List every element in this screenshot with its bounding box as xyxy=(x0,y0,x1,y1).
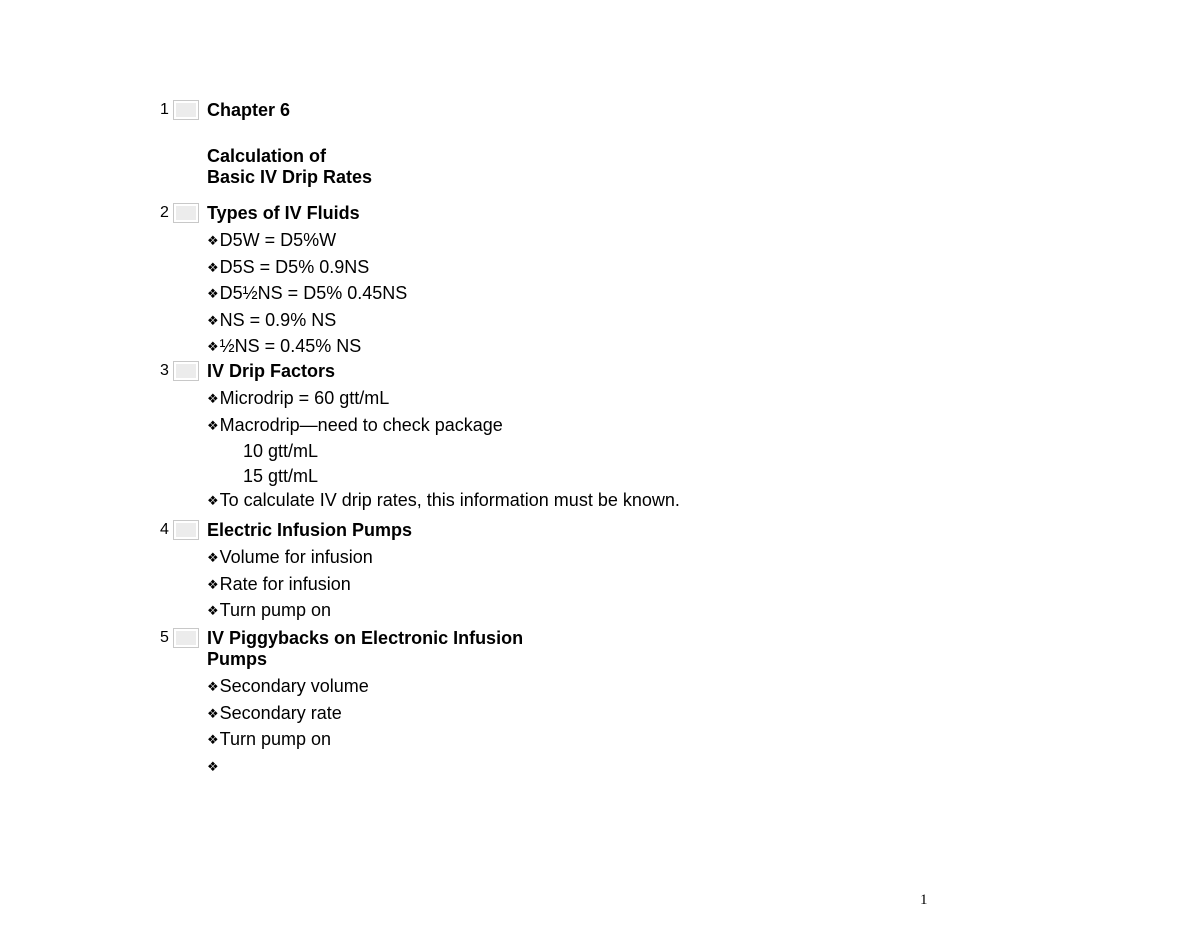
bullet-text: D5S = D5% 0.9NS xyxy=(219,256,370,277)
bullet-item xyxy=(207,281,907,308)
four-diamond-bullet-icon: ❖ xyxy=(207,234,219,249)
bullet-text: D5½NS = D5% 0.45NS xyxy=(219,283,408,303)
bullet-item xyxy=(207,701,907,728)
four-diamond-bullet-icon: ❖ xyxy=(207,604,219,619)
bullet-text: Macrodrip—need to check package xyxy=(219,414,503,435)
sub-item: 15 gtt/mL xyxy=(243,465,319,486)
four-diamond-bullet-icon: ❖ xyxy=(207,260,219,276)
title-line: Pumps xyxy=(207,649,268,669)
bullet-text: D5W = D5%W xyxy=(219,230,337,250)
four-diamond-bullet-icon: ❖ xyxy=(207,680,219,695)
slide-content xyxy=(207,203,907,361)
bullet-list xyxy=(207,545,907,625)
bullet-text: Turn pump on xyxy=(219,600,332,620)
slide-content xyxy=(207,520,907,625)
bullet-text: Secondary volume xyxy=(219,676,369,696)
title-line: IV Piggybacks on Electronic Infusion xyxy=(207,628,524,648)
bullet-item xyxy=(207,386,907,413)
slide-content xyxy=(207,628,907,780)
bullet-text: Volume for infusion xyxy=(219,547,373,567)
page-number: 1 xyxy=(920,892,928,908)
bullet-text: ½NS = 0.45% NS xyxy=(219,336,362,356)
bullet-text: Secondary rate xyxy=(219,702,342,723)
slide-number: 3 xyxy=(160,362,169,379)
bullet-text: Turn pump on xyxy=(219,729,332,749)
bullet-item xyxy=(207,488,907,515)
four-diamond-bullet-icon: ❖ xyxy=(207,551,219,566)
four-diamond-bullet-icon: ❖ xyxy=(207,759,219,775)
bullet-text: Microdrip = 60 gtt/mL xyxy=(219,388,390,408)
four-diamond-bullet-icon: ❖ xyxy=(207,418,219,434)
four-diamond-bullet-icon: ❖ xyxy=(207,706,219,722)
bullet-text: NS = 0.9% NS xyxy=(219,309,337,330)
slide-title xyxy=(207,628,907,670)
four-diamond-bullet-icon: ❖ xyxy=(207,733,219,748)
slide-content xyxy=(207,361,907,515)
bullet-text: To calculate IV drip rates, this information must be known. xyxy=(219,490,680,510)
slide-thumbnail-box xyxy=(173,203,199,223)
bullet-list xyxy=(207,228,907,361)
four-diamond-bullet-icon: ❖ xyxy=(207,287,219,302)
slide-number: 2 xyxy=(160,204,169,221)
slide-title: Chapter 6 xyxy=(207,100,291,120)
bullet-item xyxy=(207,674,907,701)
slide-title: IV Drip Factors xyxy=(207,361,336,381)
bullet-item xyxy=(207,255,907,282)
slide-title: Types of IV Fluids xyxy=(207,203,360,223)
four-diamond-bullet-icon: ❖ xyxy=(207,340,219,355)
sub-item: 10 gtt/mL xyxy=(243,441,319,461)
bullet-item xyxy=(207,727,907,754)
bullet-item xyxy=(207,334,907,361)
four-diamond-bullet-icon: ❖ xyxy=(207,313,219,329)
bullet-item xyxy=(207,572,907,599)
bullet-item xyxy=(207,228,907,255)
bullet-list xyxy=(207,674,907,780)
slide-number: 5 xyxy=(160,629,169,646)
bullet-list xyxy=(207,386,907,515)
slide-thumbnail-box xyxy=(173,361,199,381)
bullet-item xyxy=(207,413,907,440)
slide-subtitle xyxy=(207,146,907,188)
bullet-item xyxy=(207,308,907,335)
four-diamond-bullet-icon: ❖ xyxy=(207,392,219,407)
slide-thumbnail-box xyxy=(173,628,199,648)
slide-title: Electric Infusion Pumps xyxy=(207,520,413,540)
four-diamond-bullet-icon: ❖ xyxy=(207,577,219,593)
slide-thumbnail-box xyxy=(173,520,199,540)
slide-number: 4 xyxy=(160,521,169,538)
slide-thumbnail-box xyxy=(173,100,199,120)
bullet-item xyxy=(207,598,907,625)
bullet-item xyxy=(207,754,907,781)
subtitle-line: Calculation of xyxy=(207,146,327,166)
bullet-text: Rate for infusion xyxy=(219,573,351,594)
slide-number: 1 xyxy=(160,101,169,118)
four-diamond-bullet-icon: ❖ xyxy=(207,494,219,509)
subtitle-line: Basic IV Drip Rates xyxy=(207,167,373,187)
slide-content xyxy=(207,100,907,188)
bullet-item xyxy=(207,545,907,572)
